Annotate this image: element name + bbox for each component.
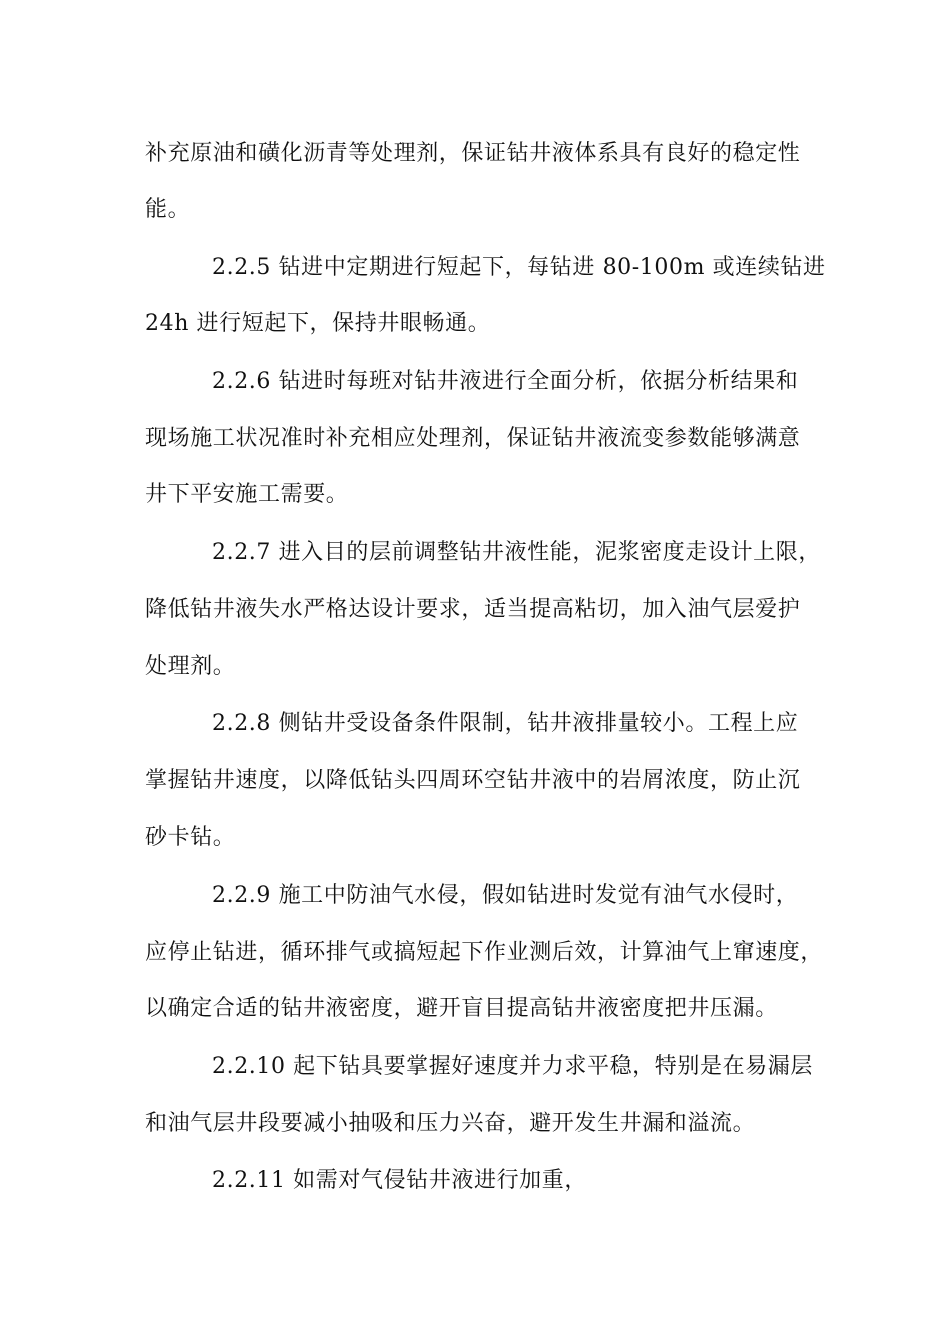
- paragraph-line: 掌握钻井速度，以降低钻头四周环空钻井液中的岩屑浓度，防止沉: [145, 768, 801, 793]
- paragraph-line: 2.2.7 进入目的层前调整钻井液性能，泥浆密度走设计上限，: [212, 540, 821, 565]
- paragraph-line: 应停止钻进，循环排气或搞短起下作业测后效，计算油气上窜速度，: [145, 940, 824, 965]
- paragraph-line: 2.2.9 施工中防油气水侵，假如钻进时发觉有油气水侵时，: [212, 883, 799, 908]
- paragraph-line: 补充原油和磺化沥青等处理剂，保证钻井液体系具有良好的稳定性: [145, 141, 801, 166]
- paragraph-line: 井下平安施工需要。: [145, 482, 349, 507]
- paragraph-line: 处理剂。: [145, 654, 236, 679]
- paragraph-line: 2.2.5 钻进中定期进行短起下，每钻进 80-100m 或连续钻进: [212, 255, 826, 280]
- paragraph-line: 能。: [145, 197, 191, 222]
- paragraph-line: 2.2.6 钻进时每班对钻井液进行全面分析，依据分析结果和: [212, 369, 799, 394]
- paragraph-line: 现场施工状况准时补充相应处理剂，保证钻井液流变参数能够满意: [145, 426, 801, 451]
- paragraph-line: 砂卡钻。: [145, 825, 236, 850]
- paragraph-line: 降低钻井液失水严格达设计要求，适当提高粘切，加入油气层爱护: [145, 597, 801, 622]
- paragraph-line: 2.2.10 起下钻具要掌握好速度并力求平稳，特别是在易漏层: [212, 1054, 813, 1079]
- paragraph-line: 以确定合适的钻井液密度，避开盲目提高钻井液密度把井压漏。: [145, 996, 778, 1021]
- paragraph-line: 和油气层井段要减小抽吸和压力兴奋，避开发生井漏和溢流。: [145, 1111, 756, 1136]
- paragraph-line: 2.2.11 如需对气侵钻井液进行加重，: [212, 1168, 587, 1193]
- paragraph-line: 24h 进行短起下，保持井眼畅通。: [145, 311, 491, 336]
- paragraph-line: 2.2.8 侧钻井受设备条件限制，钻井液排量较小。工程上应: [212, 711, 799, 736]
